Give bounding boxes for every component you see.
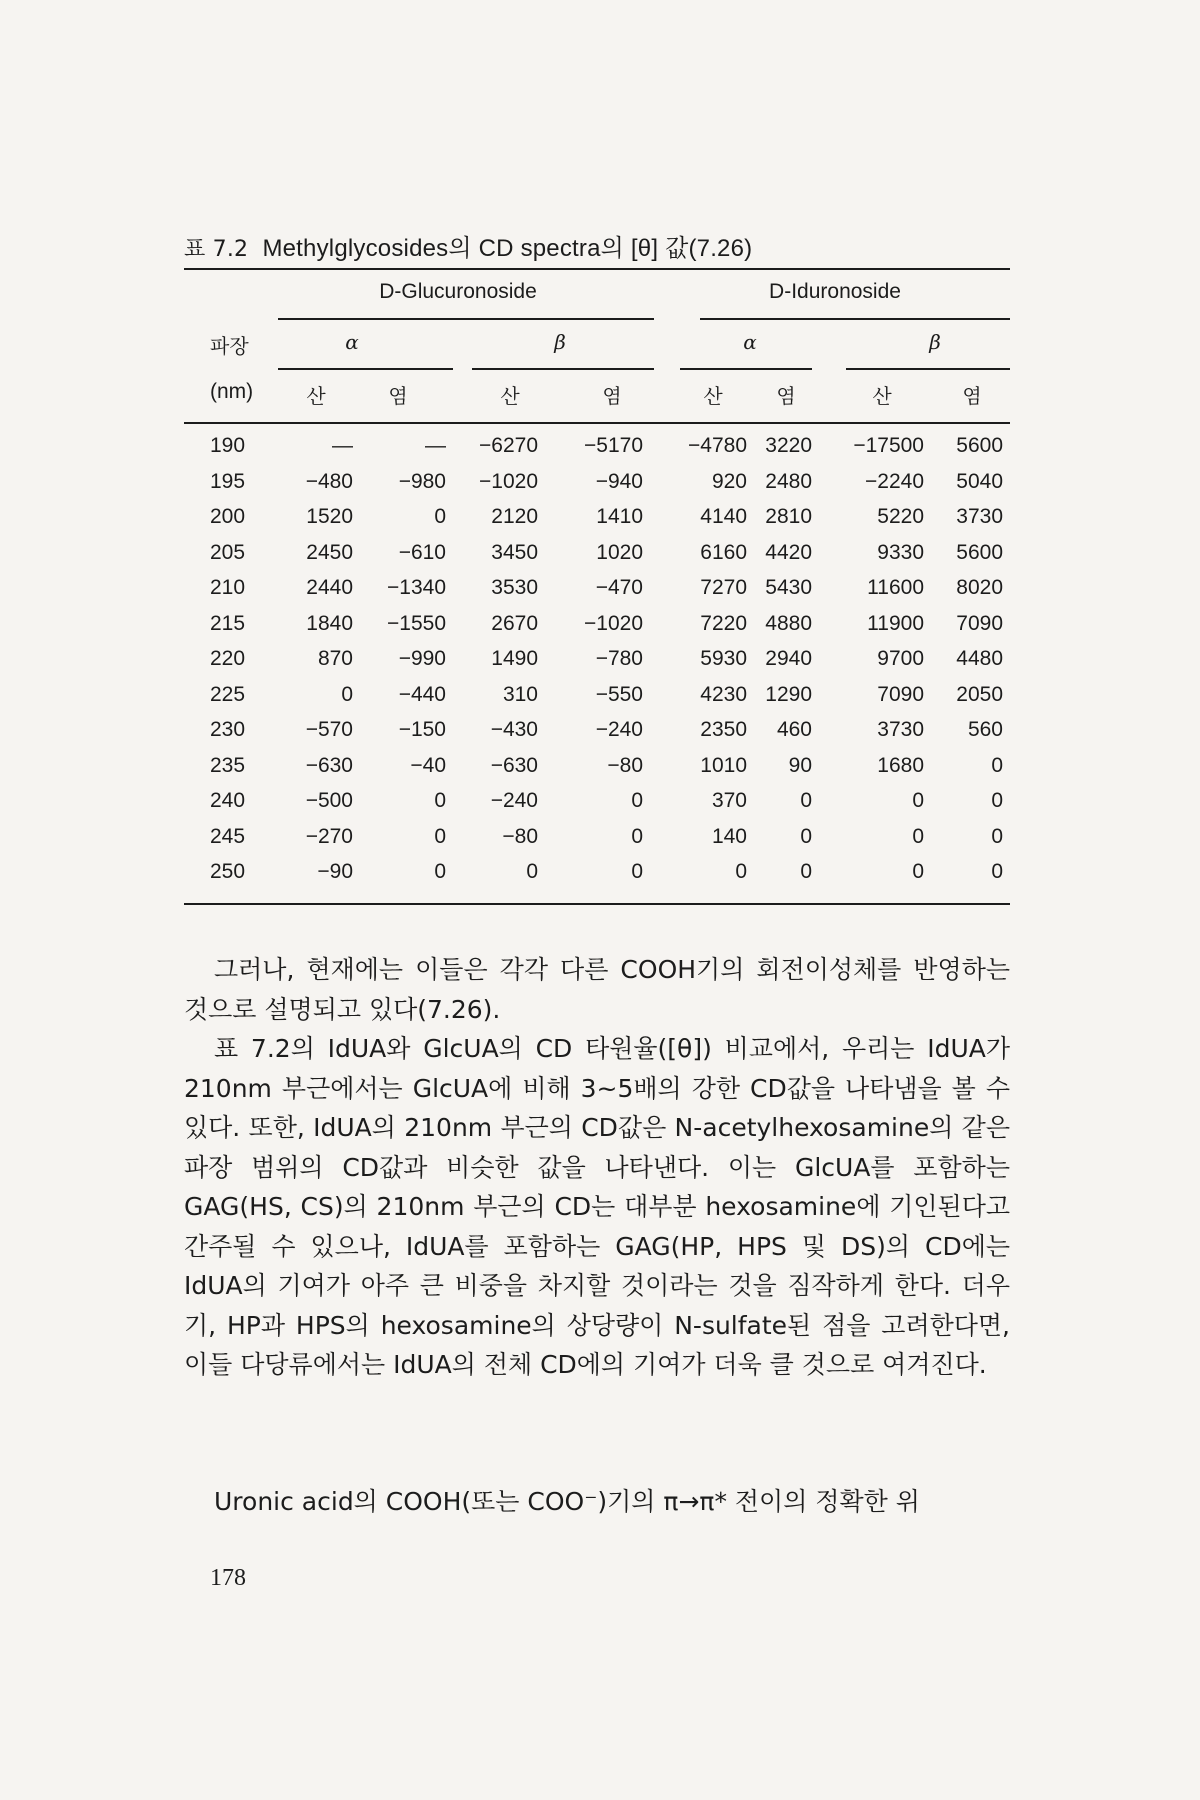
value-cell: 3220 bbox=[765, 434, 812, 457]
value-cell: −40 bbox=[410, 753, 446, 777]
value-cell: −6270 bbox=[479, 434, 538, 457]
page-number: 178 bbox=[210, 1565, 246, 1591]
value-cell: −270 bbox=[305, 824, 353, 848]
value-cell: 0 bbox=[912, 789, 924, 812]
group-header-glucuronoside: D-Glucuronoside bbox=[379, 280, 537, 303]
value-cell: 2440 bbox=[306, 576, 353, 599]
value-cell: 3730 bbox=[956, 505, 1003, 528]
value-cell: 0 bbox=[434, 789, 446, 812]
value-cell: 5430 bbox=[765, 576, 812, 599]
value-cell: −1020 bbox=[584, 611, 643, 635]
value-cell: 0 bbox=[735, 860, 747, 883]
glc-beta-rule bbox=[472, 368, 654, 370]
table-row bbox=[0, 576, 1200, 611]
value-cell: 5040 bbox=[956, 469, 1003, 493]
value-cell: 4480 bbox=[956, 647, 1003, 670]
wavelength-label: 파장 bbox=[210, 334, 249, 358]
value-cell: 1290 bbox=[765, 682, 812, 706]
glucuronoside-span-rule bbox=[278, 318, 654, 320]
value-cell: 5930 bbox=[700, 647, 747, 670]
wavelength-cell: 205 bbox=[210, 540, 246, 564]
value-cell: 1410 bbox=[596, 505, 643, 528]
value-cell: 1020 bbox=[596, 540, 643, 564]
value-cell: 5600 bbox=[956, 434, 1003, 457]
value-cell: −500 bbox=[305, 789, 353, 812]
value-cell: −990 bbox=[398, 647, 446, 670]
value-cell: −17500 bbox=[853, 434, 924, 457]
value-cell: −1340 bbox=[387, 576, 446, 599]
value-cell: 7090 bbox=[877, 682, 924, 706]
value-cell: 2670 bbox=[491, 611, 538, 635]
value-cell: −470 bbox=[595, 576, 643, 599]
value-cell: 0 bbox=[991, 753, 1003, 777]
wavelength-cell: 220 bbox=[210, 647, 246, 670]
table-row bbox=[0, 505, 1200, 540]
form-header-ido-alpha-acid: 산 bbox=[703, 384, 723, 408]
ido-alpha-rule bbox=[680, 368, 812, 370]
group-header-iduronoside: D-Iduronoside bbox=[769, 280, 901, 303]
value-cell: 4420 bbox=[765, 540, 812, 564]
wavelength-cell: 230 bbox=[210, 718, 246, 741]
table-top-rule bbox=[184, 268, 1010, 270]
table-title: Methylglycosides의 CD spectra의 [θ] 값(7.26) bbox=[262, 235, 753, 262]
anomer-header-ido-alpha: α bbox=[743, 330, 757, 354]
paragraph-3 bbox=[184, 1482, 1010, 1522]
value-cell: 870 bbox=[317, 647, 353, 670]
value-cell: 5600 bbox=[956, 540, 1003, 564]
value-cell: −240 bbox=[595, 718, 643, 741]
value-cell: 0 bbox=[991, 860, 1003, 883]
value-cell: 920 bbox=[711, 469, 747, 493]
wavelength-cell: 240 bbox=[210, 789, 246, 812]
value-cell: 0 bbox=[434, 505, 446, 528]
value-cell: −610 bbox=[398, 540, 446, 564]
form-header-glc-alpha-salt: 염 bbox=[388, 384, 408, 408]
value-cell: −2240 bbox=[865, 469, 924, 493]
value-cell: 0 bbox=[991, 789, 1003, 812]
value-cell: −550 bbox=[595, 682, 643, 706]
anomer-header-glc-beta: β bbox=[554, 330, 566, 354]
value-cell: 7220 bbox=[700, 611, 747, 635]
value-cell: −630 bbox=[490, 753, 538, 777]
value-cell: 0 bbox=[434, 824, 446, 848]
value-cell: 3730 bbox=[877, 718, 924, 741]
value-cell: −80 bbox=[502, 824, 538, 848]
value-cell: 5220 bbox=[877, 505, 924, 528]
form-header-glc-beta-salt: 염 bbox=[602, 384, 622, 408]
table-row bbox=[0, 789, 1200, 824]
table-caption bbox=[184, 228, 752, 263]
value-cell: −90 bbox=[317, 860, 353, 883]
paragraph-2-text: 표 7.2의 IdUA와 GlcUA의 CD 타원율([θ]) 비교에서, 우리는 IdUA가 210nm 부근에서는 GlcUA에 비해 3~5배의 강한 CD값을 나타냄을 볼 수 있다. 또한, IdUA의 210nm 부근의 CD값은 N-acetylhexosamine의 같은 파장 범위의 CD값과 비슷한 값을 나타낸다. 이는 GlcUA를 포함하는 GAG(HS, CS)의 210nm 부근의 CD는 대부분 hexosamine에 기인된다고 간주될 수 있으나, IdUA를 포함하는 GAG(HP, HPS 및 DS)의 CD에는 IdUA의 기여가 아주 큰 비중을 차지할 것이라는 것을 짐작하게 한다. 더우기, HP과 HPS의 hexosamine의 상당량이 N-sulfate된 점을 고려한다면, 이들 다당류에서는 IdUA의 전체 CD에의 기여가 더욱 클 것으로 여겨진다. bbox=[184, 1034, 1010, 1379]
value-cell: −1550 bbox=[387, 611, 446, 635]
table-row bbox=[0, 718, 1200, 753]
value-cell: −150 bbox=[398, 718, 446, 741]
value-cell: 0 bbox=[526, 860, 538, 883]
value-cell: −780 bbox=[595, 647, 643, 670]
table-bottom-rule bbox=[184, 903, 1010, 905]
value-cell: −480 bbox=[305, 469, 353, 493]
table-row bbox=[0, 434, 1200, 469]
value-cell: 7270 bbox=[700, 576, 747, 599]
value-cell: 2940 bbox=[765, 647, 812, 670]
value-cell: 8020 bbox=[956, 576, 1003, 599]
table-row bbox=[0, 825, 1200, 860]
value-cell: 0 bbox=[631, 789, 643, 812]
paragraph-1-text: 그러나, 현재에는 이들은 각각 다른 COOH기의 회전이성체를 반영하는 것으로 설명되고 있다(7.26). bbox=[184, 955, 1010, 1024]
form-header-ido-beta-salt: 염 bbox=[962, 384, 982, 408]
wavelength-cell: 225 bbox=[210, 682, 246, 706]
value-cell: 2810 bbox=[765, 505, 812, 528]
wavelength-cell: 245 bbox=[210, 824, 246, 848]
value-cell: −5170 bbox=[584, 434, 643, 457]
table-row bbox=[0, 541, 1200, 576]
value-cell: 0 bbox=[341, 682, 353, 706]
form-header-glc-beta-acid: 산 bbox=[500, 384, 520, 408]
value-cell: 370 bbox=[711, 789, 747, 812]
value-cell: −940 bbox=[595, 469, 643, 493]
paragraph-3-text: Uronic acid의 COOH(또는 COO⁻)기의 π→π* 전이의 정확한 위 bbox=[214, 1487, 920, 1516]
value-cell: 11600 bbox=[867, 576, 924, 599]
table-row bbox=[0, 683, 1200, 718]
value-cell: 1010 bbox=[700, 753, 747, 777]
value-cell: 9330 bbox=[877, 540, 924, 564]
ido-beta-rule bbox=[846, 368, 1010, 370]
wavelength-unit: (nm) bbox=[210, 380, 254, 403]
value-cell: 2050 bbox=[956, 682, 1003, 706]
anomer-header-ido-beta: β bbox=[929, 330, 941, 354]
value-cell: −980 bbox=[398, 469, 446, 493]
value-cell: 7090 bbox=[956, 611, 1003, 635]
value-cell: 1520 bbox=[306, 505, 353, 528]
value-cell: 4230 bbox=[700, 682, 747, 706]
value-cell: −430 bbox=[490, 718, 538, 741]
value-cell: 310 bbox=[502, 682, 538, 706]
value-cell: 0 bbox=[800, 860, 812, 883]
table-row bbox=[0, 647, 1200, 682]
wavelength-cell: 200 bbox=[210, 505, 246, 528]
value-cell: 9700 bbox=[877, 647, 924, 670]
value-cell: 140 bbox=[711, 824, 747, 848]
wavelength-cell: 210 bbox=[210, 576, 246, 599]
table-row bbox=[0, 612, 1200, 647]
value-cell: 1840 bbox=[306, 611, 353, 635]
value-cell: 11900 bbox=[867, 611, 924, 635]
value-cell: 2480 bbox=[765, 469, 812, 493]
form-header-glc-alpha-acid: 산 bbox=[306, 384, 326, 408]
table-row bbox=[0, 754, 1200, 789]
value-cell: 460 bbox=[776, 718, 812, 741]
value-cell: 1490 bbox=[491, 647, 538, 670]
form-header-ido-alpha-salt: 염 bbox=[776, 384, 796, 408]
value-cell: 2120 bbox=[491, 505, 538, 528]
value-cell: −80 bbox=[607, 753, 643, 777]
value-cell: 0 bbox=[912, 860, 924, 883]
value-cell: 0 bbox=[912, 824, 924, 848]
value-cell: 4140 bbox=[700, 505, 747, 528]
wavelength-cell: 190 bbox=[210, 434, 246, 457]
paragraph-1 bbox=[184, 950, 1010, 1029]
value-cell: −630 bbox=[305, 753, 353, 777]
glc-alpha-rule bbox=[278, 368, 453, 370]
wavelength-cell: 235 bbox=[210, 753, 246, 777]
wavelength-cell: 195 bbox=[210, 469, 246, 493]
value-cell: 2450 bbox=[306, 540, 353, 564]
value-cell: 0 bbox=[800, 789, 812, 812]
value-cell: −570 bbox=[305, 718, 353, 741]
value-cell: 3530 bbox=[491, 576, 538, 599]
wavelength-cell: 250 bbox=[210, 860, 246, 883]
value-cell: 1680 bbox=[877, 753, 924, 777]
paragraph-2 bbox=[184, 1029, 1010, 1385]
table-row bbox=[0, 470, 1200, 505]
value-cell: 90 bbox=[788, 753, 812, 777]
value-cell: 560 bbox=[967, 718, 1003, 741]
value-cell: 6160 bbox=[700, 540, 747, 564]
value-cell: −4780 bbox=[688, 434, 747, 457]
value-cell: 0 bbox=[631, 860, 643, 883]
value-cell: 2350 bbox=[700, 718, 747, 741]
value-cell: −1020 bbox=[479, 469, 538, 493]
anomer-header-glc-alpha: α bbox=[345, 330, 359, 354]
value-cell: 4880 bbox=[765, 611, 812, 635]
form-header-ido-beta-acid: 산 bbox=[872, 384, 892, 408]
value-cell: 0 bbox=[434, 860, 446, 883]
value-cell: 0 bbox=[631, 824, 643, 848]
iduronoside-span-rule bbox=[700, 318, 1010, 320]
table-number: 표 7.2 bbox=[184, 237, 249, 262]
value-cell: 0 bbox=[800, 824, 812, 848]
value-cell: 0 bbox=[991, 824, 1003, 848]
value-cell: 3450 bbox=[491, 540, 538, 564]
value-cell: −240 bbox=[490, 789, 538, 812]
value-cell: — bbox=[425, 434, 446, 457]
table-header-rule bbox=[184, 422, 1010, 424]
table-row bbox=[0, 860, 1200, 895]
value-cell: −440 bbox=[398, 682, 446, 706]
wavelength-cell: 215 bbox=[210, 611, 246, 635]
value-cell: — bbox=[332, 434, 353, 457]
